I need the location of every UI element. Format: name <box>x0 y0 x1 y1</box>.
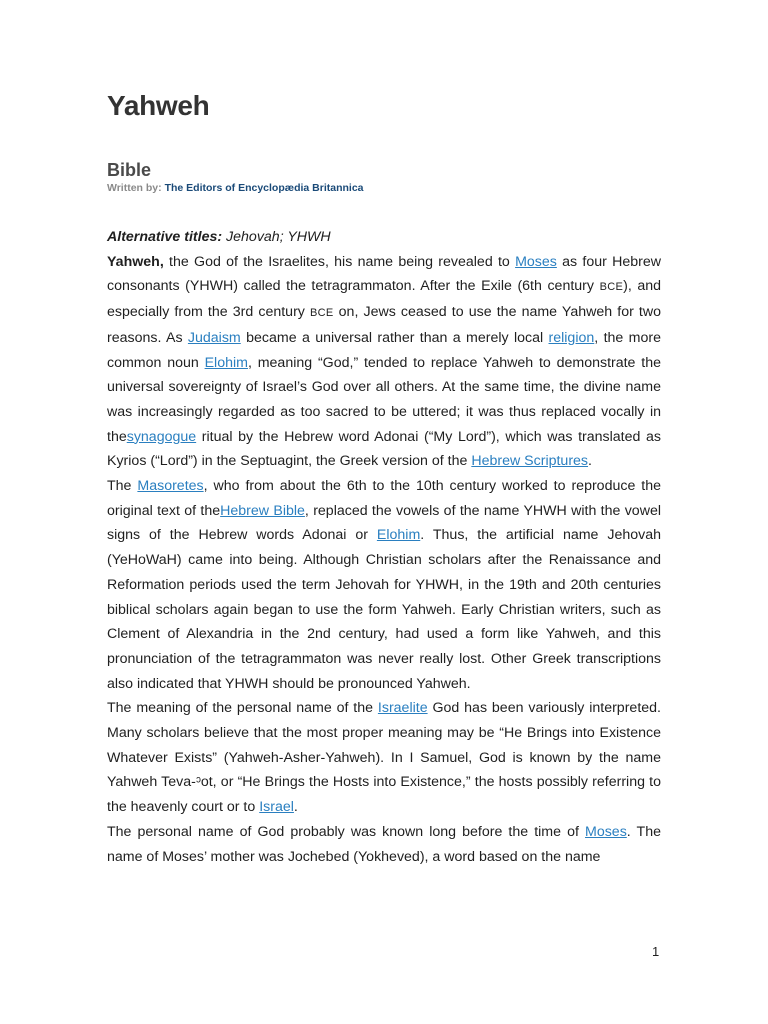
text-run: . <box>293 799 298 816</box>
link-elohim[interactable]: Elohim <box>204 354 248 371</box>
text-run: became a universal rather than a merely local <box>240 329 549 346</box>
text-run: the God of the Israelites, his name being revealed to <box>163 253 516 270</box>
text-run: . The name of Moses’ mother was Jochebed (Yokheved), a word based on the name <box>107 823 661 865</box>
byline <box>107 182 364 194</box>
link-hebrew-scriptures[interactable]: Hebrew Scriptures <box>471 453 589 470</box>
era-abbrev: BCE <box>599 281 624 294</box>
text-run: . Thus, the artificial name Jehovah (YeHoWaH) came into being. Although Christian scholars after the Renaissance and Reformation periods used the term Jehovah for YHWH, in the 19th and 20th centuries biblical scholars again began to use the form Yahweh. Early Christian writers, such as Clement of Alexandria in the 2nd century, had used a form like Yahweh, and this pronunciation of the tetragrammaton was never really lost. Other Greek transcriptions also indicated that YHWH should be pronounced Yahweh. <box>107 527 661 692</box>
byline-label: Written by: <box>107 182 162 194</box>
text-run: , replaced the vowels of the name YHWH with the vowel signs of the Hebrew words Adonai or <box>107 502 661 544</box>
paragraph-1 <box>107 250 661 474</box>
era-abbrev: BCE <box>310 307 334 320</box>
paragraph-4 <box>107 820 661 869</box>
text-run: , who from about the 6th to the 10th century worked to reproduce the original text of the <box>107 478 661 519</box>
text-run: ritual by the Hebrew word Adonai (“My Lord”), which was translated as Kyrios (“Lord”) in the Septuagint, the Greek version of the <box>107 428 661 470</box>
link-religion[interactable]: religion <box>548 329 595 346</box>
text-run: God has been variously interpreted. Many scholars believe that the most proper meaning may be “He Brings into Existence Whatever Exists” (Yahweh-Asher-Yahweh). In I Samuel, God is known by the name Yahweh Teva-ᵓot, or “He Brings the Hosts into Existence,” the hosts possibly referring to the heavenly court or to <box>107 700 661 816</box>
link-moses[interactable]: Moses <box>515 253 557 270</box>
byline-author-link[interactable]: The Editors of Encyclopædia Britannica <box>164 182 364 194</box>
text-run: The personal name of God probably was known long before the time of <box>107 823 585 840</box>
paragraph-2 <box>107 474 661 696</box>
text-run: on, Jews ceased to use the name Yahweh for two reasons. As <box>107 304 662 346</box>
text-run: The <box>107 478 138 495</box>
link-elohim[interactable]: Elohim <box>376 527 421 544</box>
link-israel[interactable]: Israel <box>259 799 294 816</box>
link-synagogue[interactable]: synagogue <box>126 428 197 445</box>
link-moses[interactable]: Moses <box>585 823 627 840</box>
text-run: , meaning “God,” tended to replace Yahweh to demonstrate the universal sovereignty of Israel’s God over all others. At the same time, the divine name was increasingly regarded as too sacred to be uttered; it was thus replaced vocally in the <box>107 354 661 445</box>
section-heading: Bible <box>107 160 152 180</box>
lead-term: Yahweh, <box>107 253 164 270</box>
link-judaism[interactable]: Judaism <box>187 329 241 346</box>
link-masoretes[interactable]: Masoretes <box>137 478 204 495</box>
page-number: 1 <box>652 944 660 959</box>
paragraph-3 <box>107 696 661 820</box>
text-run: . <box>588 453 592 470</box>
article-body <box>107 225 661 869</box>
text-run: as four Hebrew consonants (YHWH) called the tetragrammaton. After the Exile (6th century <box>107 253 661 295</box>
text-run: ), and especially from the 3rd century <box>107 278 662 321</box>
text-run: , the more common noun <box>107 329 661 371</box>
text-run: The meaning of the personal name of the <box>107 700 378 717</box>
alternative-titles-value: Jehovah; YHWH <box>222 229 331 245</box>
alternative-titles <box>107 225 661 250</box>
alternative-titles-label: Alternative titles: <box>107 229 223 245</box>
link-hebrew-bible[interactable]: Hebrew Bible <box>220 502 305 519</box>
link-israelite[interactable]: Israelite <box>377 700 428 717</box>
page-title: Yahweh <box>107 90 210 121</box>
